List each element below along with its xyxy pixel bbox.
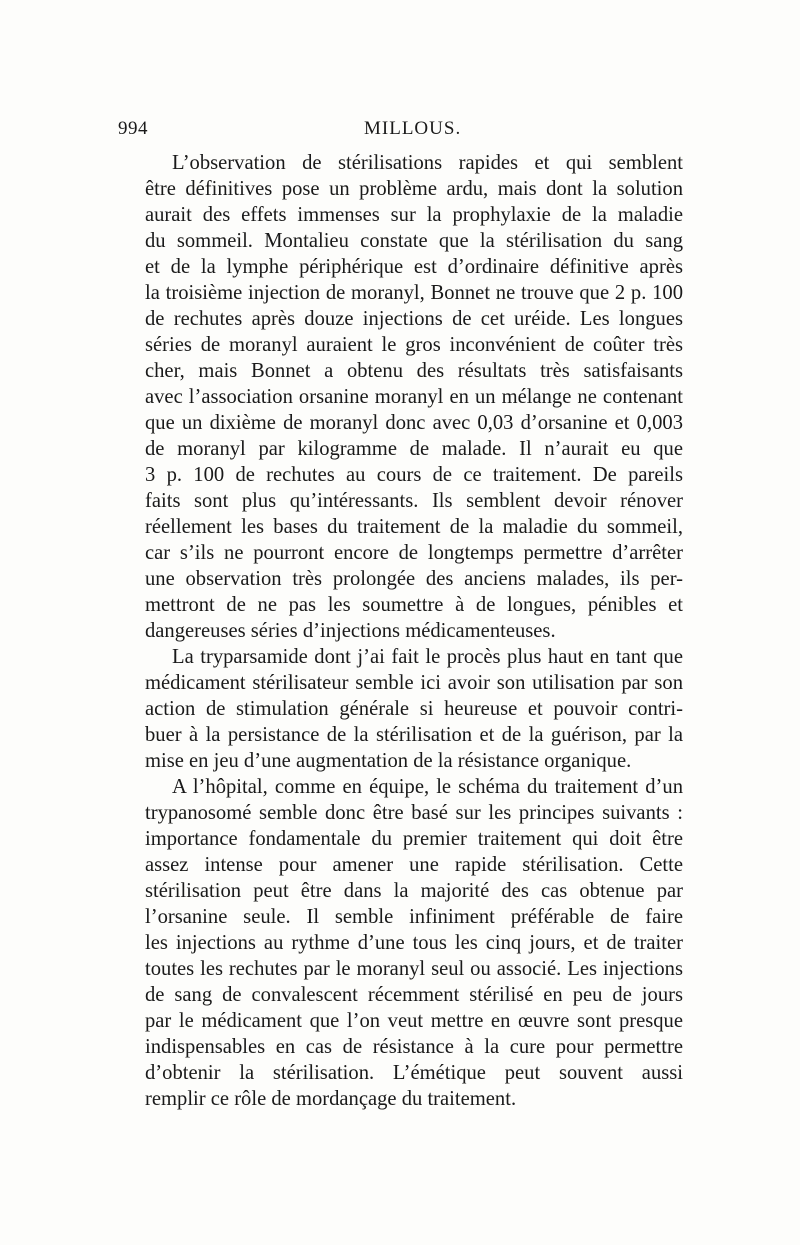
text-line: par le médicament que l’on veut mettre en œuvre sont presque — [145, 1010, 683, 1032]
text-line: importance fondamentale du premier traitement qui doit être — [145, 828, 683, 850]
text-line: La tryparsamide dont j’ai fait le procès plus haut en tant que — [172, 646, 683, 668]
text-line: stérilisation peut être dans la majorité des cas obtenue par — [145, 880, 683, 902]
text-line: d’obtenir la stérilisation. L’émétique peut souvent aussi — [145, 1062, 683, 1084]
text-line: L’observation de stérilisations rapides et qui semblent — [172, 152, 683, 174]
text-line: dangereuses séries d’injections médicamenteuses. — [145, 620, 556, 642]
text-line: du sommeil. Montalieu constate que la stérilisation du sang — [145, 230, 683, 252]
text-line: être définitives pose un problème ardu, mais dont la solution — [145, 178, 683, 200]
text-line: faits sont plus qu’intéressants. Ils semblent devoir rénover — [145, 490, 683, 512]
body-text — [118, 150, 683, 1112]
running-head: MILLOUS. — [364, 118, 462, 139]
text-line: séries de moranyl auraient le gros inconvénient de coûter très — [145, 334, 683, 356]
text-line: de sang de convalescent récemment stérilisé en peu de jours — [145, 984, 683, 1006]
text-line: la troisième injection de moranyl, Bonnet ne trouve que 2 p. 100 — [145, 282, 683, 304]
text-line: cher, mais Bonnet a obtenu des résultats très satisfaisants — [145, 360, 683, 382]
text-line: les injections au rythme d’une tous les cinq jours, et de traiter — [145, 932, 683, 954]
text-line: médicament stérilisateur semble ici avoir son utilisation par son — [145, 672, 683, 694]
text-line: buer à la persistance de la stérilisation et de la guérison, par la — [145, 724, 683, 746]
text-line: de rechutes après douze injections de cet uréide. Les longues — [145, 308, 683, 330]
text-line: aurait des effets immenses sur la prophylaxie de la maladie — [145, 204, 683, 226]
text-line: réellement les bases du traitement de la maladie du sommeil, — [145, 516, 683, 538]
page-header — [118, 118, 683, 142]
text-line: que un dixième de moranyl donc avec 0,03 d’orsanine et 0,003 — [145, 412, 683, 434]
text-line: trypanosomé semble donc être basé sur les principes suivants : — [145, 802, 683, 824]
text-line: une observation très prolongée des anciens malades, ils per- — [145, 568, 683, 590]
paragraph-1 — [118, 150, 683, 644]
text-line: A l’hôpital, comme en équipe, le schéma du traitement d’un — [172, 776, 683, 798]
paragraph-3 — [118, 774, 683, 1112]
text-line: toutes les rechutes par le moranyl seul ou associé. Les injections — [145, 958, 683, 980]
text-line: mise en jeu d’une augmentation de la résistance organique. — [145, 750, 632, 772]
text-line: mettront de ne pas les soumettre à de longues, pénibles et — [145, 594, 683, 616]
text-line: assez intense pour amener une rapide stérilisation. Cette — [145, 854, 683, 876]
text-line: et de la lymphe périphérique est d’ordinaire définitive après — [145, 256, 683, 278]
text-line: de moranyl par kilogramme de malade. Il n’aurait eu que — [145, 438, 683, 460]
text-line: 3 p. 100 de rechutes au cours de ce traitement. De pareils — [145, 464, 683, 486]
text-line: avec l’association orsanine moranyl en un mélange ne contenant — [145, 386, 683, 408]
text-line: action de stimulation générale si heureuse et pouvoir contri- — [145, 698, 683, 720]
paragraph-2 — [118, 644, 683, 774]
text-line: car s’ils ne pourront encore de longtemps permettre d’arrêter — [145, 542, 683, 564]
text-line: l’orsanine seule. Il semble infiniment préférable de faire — [145, 906, 683, 928]
text-line: remplir ce rôle de mordançage du traitement. — [145, 1088, 517, 1110]
page-number: 994 — [118, 118, 148, 139]
text-line: indispensables en cas de résistance à la cure pour permettre — [145, 1036, 683, 1058]
